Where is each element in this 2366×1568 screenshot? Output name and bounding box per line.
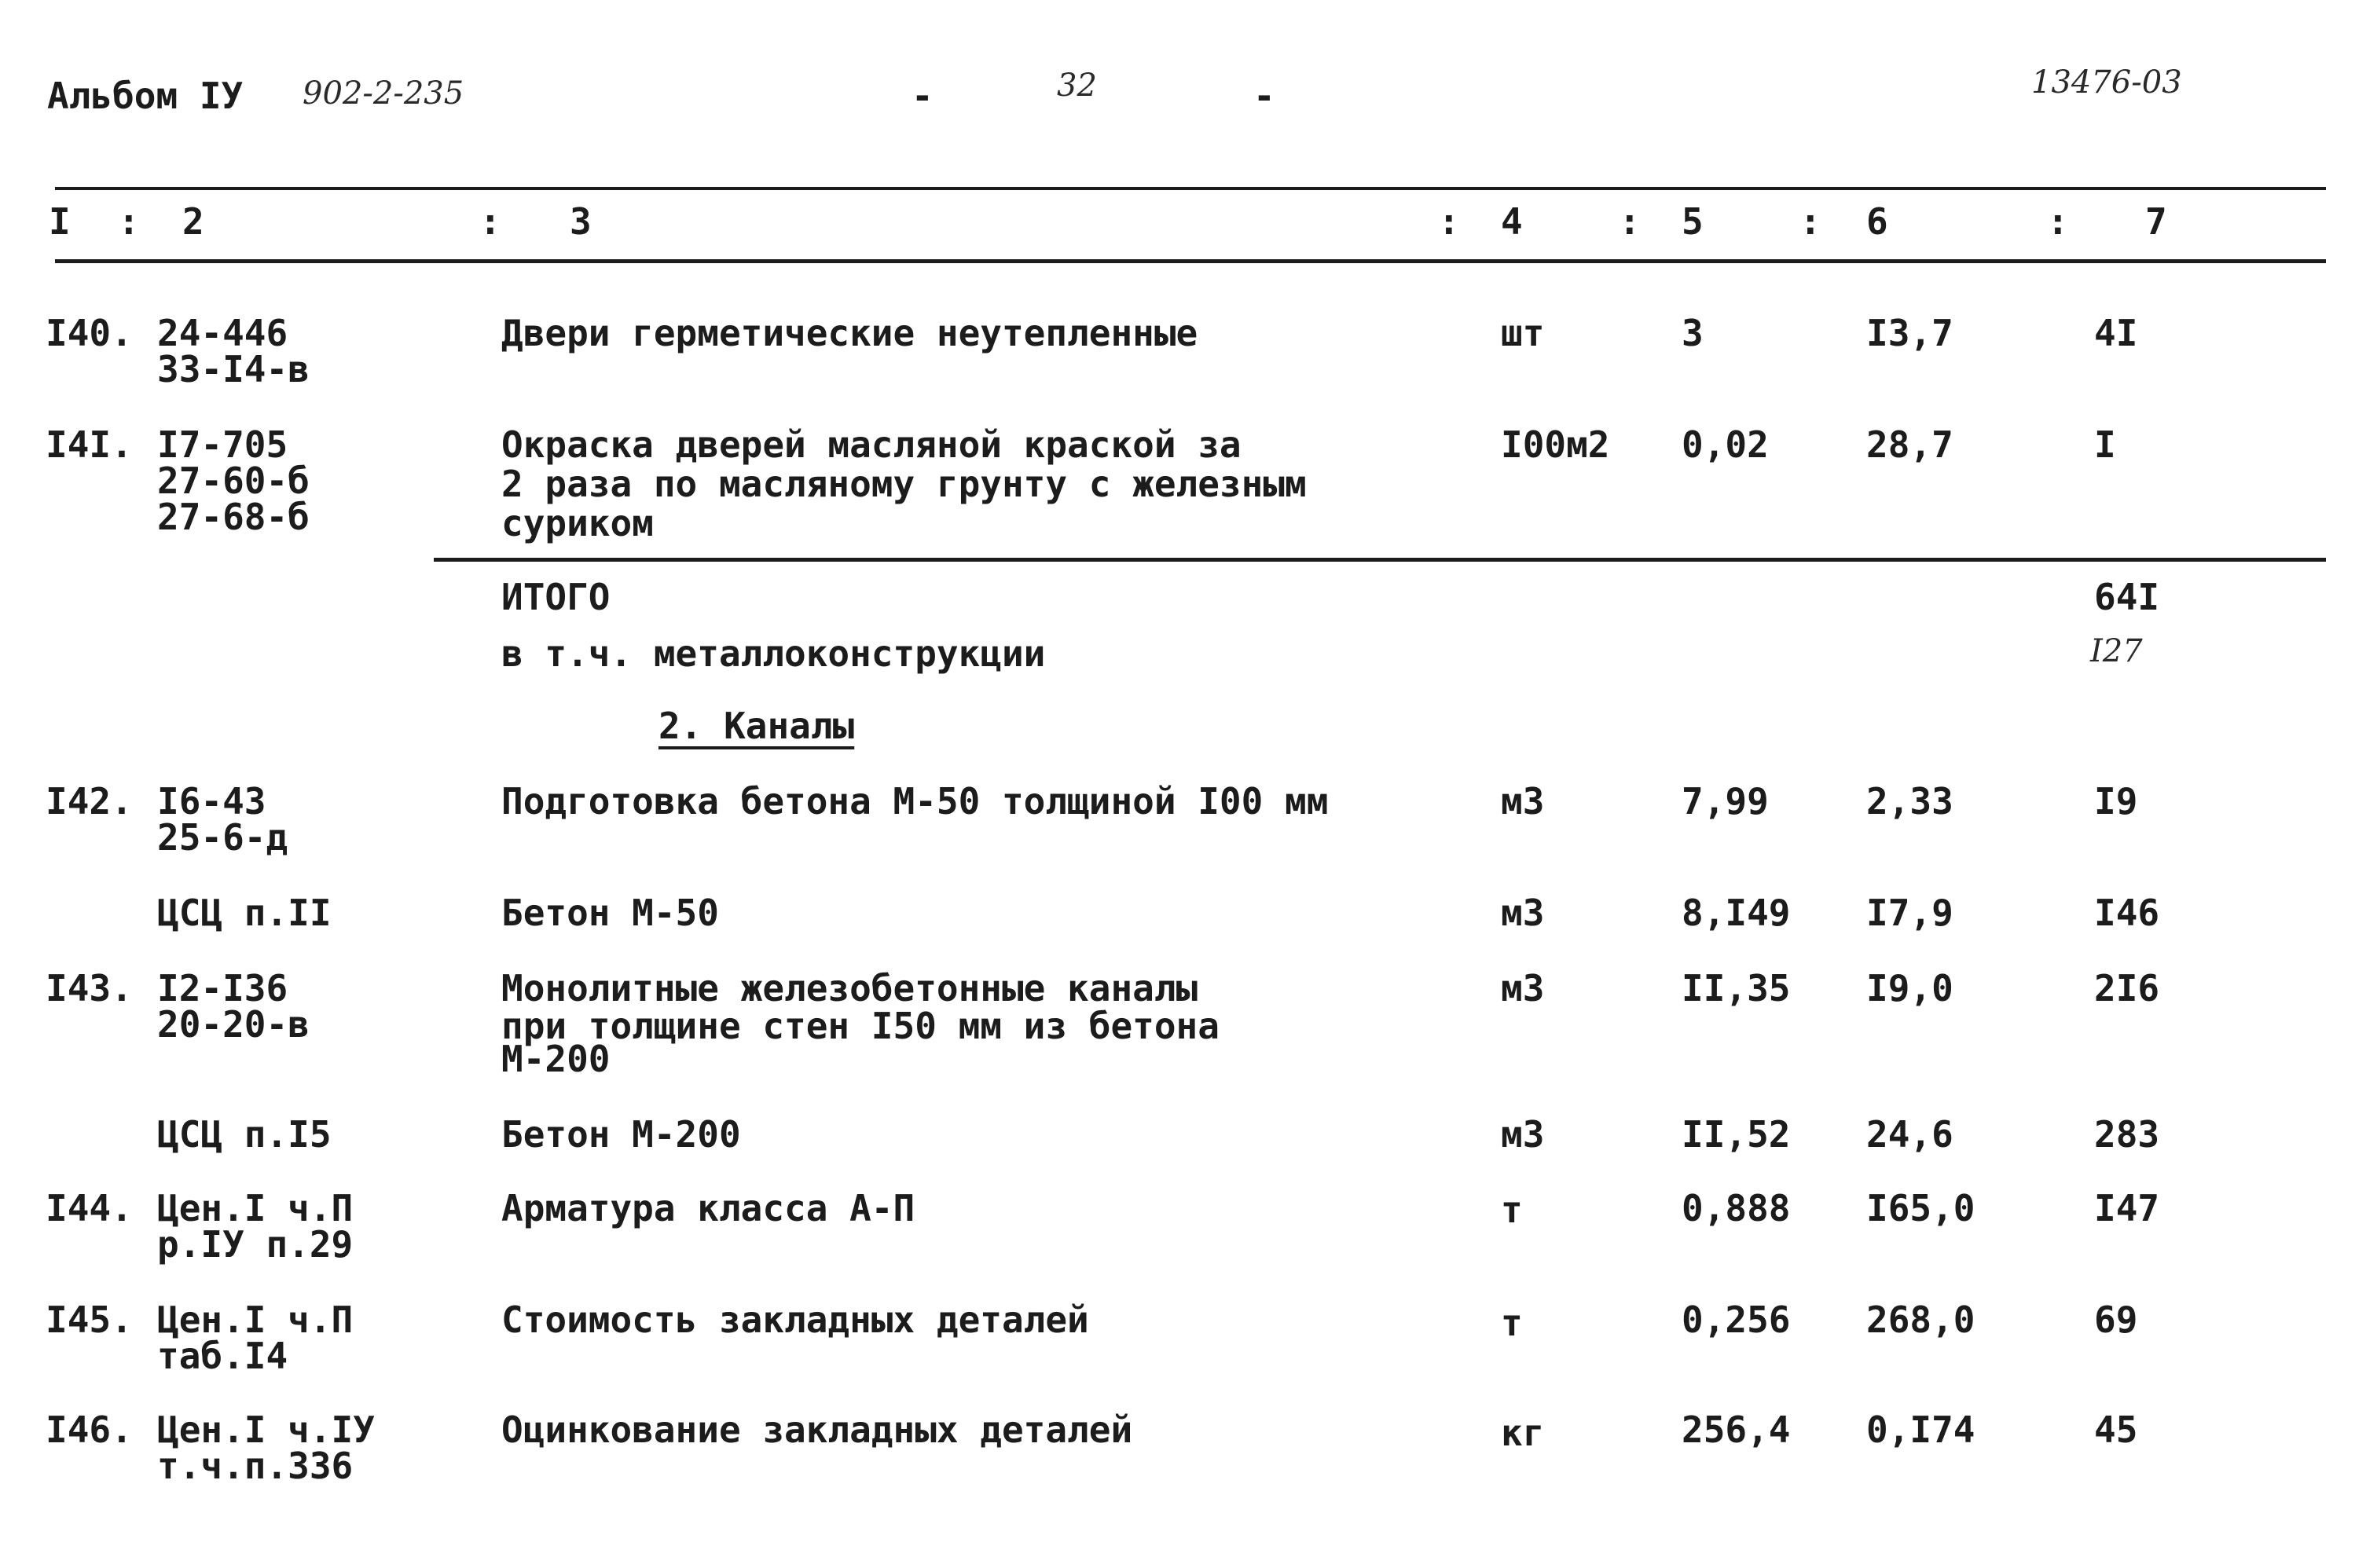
- header-bottom-rule: [55, 259, 2326, 263]
- row-price: 2,33: [1866, 780, 1953, 822]
- row-total: I9: [2094, 780, 2138, 822]
- subtotal-rule: [434, 558, 2326, 562]
- total-label: ИТОГО: [501, 576, 611, 618]
- row-quantity: 0,256: [1682, 1299, 1791, 1341]
- row-price: 24,6: [1866, 1113, 1953, 1156]
- col-4-label: 4: [1501, 200, 1523, 243]
- row-number: I45.: [46, 1299, 133, 1341]
- header-top-rule: [55, 187, 2326, 190]
- album-label: Альбом IУ: [47, 75, 244, 117]
- row-quantity: 0,888: [1682, 1187, 1791, 1229]
- row-description: Окраска дверей масляной краской за: [501, 423, 1242, 466]
- row-code: Цен.I ч.IУ: [157, 1409, 375, 1451]
- page-number: 32: [1057, 68, 1097, 104]
- row-code: 24-446: [157, 312, 288, 354]
- metal-structures-label: в т.ч. металлоконструкции: [501, 632, 1046, 675]
- row-unit: шт: [1501, 312, 1545, 354]
- header-dash-right: -: [1253, 75, 1275, 117]
- row-total: 2I6: [2094, 967, 2160, 1009]
- section-title: 2. Каналы: [658, 705, 855, 747]
- row-unit: кг: [1501, 1412, 1545, 1454]
- row-price: 268,0: [1866, 1299, 1975, 1341]
- row-unit: м3: [1501, 780, 1545, 822]
- row-code: I6-43: [157, 780, 266, 822]
- row-code: ЦСЦ п.I5: [157, 1113, 332, 1156]
- row-total: I47: [2094, 1187, 2160, 1229]
- col-sep: :: [1799, 200, 1821, 243]
- row-code: 20-20-в: [157, 1003, 310, 1046]
- row-code: Цен.I ч.П: [157, 1187, 354, 1229]
- row-price: I9,0: [1866, 967, 1953, 1009]
- row-total: 45: [2094, 1409, 2138, 1451]
- col-7-label: 7: [2145, 200, 2167, 243]
- row-unit: т: [1501, 1302, 1523, 1344]
- row-number: I43.: [46, 967, 133, 1009]
- row-total: I46: [2094, 892, 2160, 934]
- row-quantity: 256,4: [1682, 1409, 1791, 1451]
- row-code: I2-I36: [157, 967, 288, 1009]
- row-code: Цен.I ч.П: [157, 1299, 354, 1341]
- total-value: 64I: [2094, 576, 2160, 618]
- document-number: 13476-03: [2031, 64, 2182, 101]
- row-quantity: 8,I49: [1682, 892, 1791, 934]
- row-unit: м3: [1501, 1113, 1545, 1156]
- row-number: I40.: [46, 312, 133, 354]
- row-total: I: [2094, 423, 2116, 466]
- row-code: таб.I4: [157, 1335, 288, 1377]
- row-description: Двери герметические неутепленные: [501, 312, 1198, 354]
- col-sep: :: [1438, 200, 1460, 243]
- col-1-label: I: [49, 200, 71, 243]
- row-number: I44.: [46, 1187, 133, 1229]
- row-description: М-200: [501, 1038, 611, 1080]
- row-code: I7-705: [157, 423, 288, 466]
- col-sep: :: [118, 200, 140, 243]
- row-code: 33-I4-в: [157, 348, 310, 390]
- row-price: 0,I74: [1866, 1409, 1975, 1451]
- row-quantity: II,52: [1682, 1113, 1791, 1156]
- row-description: суриком: [501, 502, 654, 544]
- row-quantity: 3: [1682, 312, 1704, 354]
- col-6-label: 6: [1866, 200, 1888, 243]
- metal-structures-value: I27: [2090, 633, 2143, 669]
- row-description: Стоимость закладных деталей: [501, 1299, 1089, 1341]
- row-total: 69: [2094, 1299, 2138, 1341]
- col-3-label: 3: [570, 200, 592, 243]
- row-code: 27-68-б: [157, 496, 310, 538]
- row-description: Оцинкование закладных деталей: [501, 1409, 1133, 1451]
- row-number: I46.: [46, 1409, 133, 1451]
- row-quantity: 0,02: [1682, 423, 1769, 466]
- row-total: 283: [2094, 1113, 2160, 1156]
- row-price: 28,7: [1866, 423, 1953, 466]
- row-description: Монолитные железобетонные каналы: [501, 967, 1198, 1009]
- row-quantity: II,35: [1682, 967, 1791, 1009]
- row-description: Бетон М-50: [501, 892, 719, 934]
- row-code: ЦСЦ п.II: [157, 892, 332, 934]
- header-dash-left: -: [912, 75, 934, 117]
- row-unit: I00м2: [1501, 423, 1610, 466]
- row-code: 25-6-д: [157, 816, 288, 859]
- col-5-label: 5: [1682, 200, 1704, 243]
- row-number: I42.: [46, 780, 133, 822]
- row-quantity: 7,99: [1682, 780, 1769, 822]
- row-total: 4I: [2094, 312, 2138, 354]
- col-sep: :: [479, 200, 501, 243]
- row-description: 2 раза по масляному грунту с железным: [501, 463, 1307, 505]
- row-price: I3,7: [1866, 312, 1953, 354]
- row-description: Арматура класса А-П: [501, 1187, 915, 1229]
- project-code: 902-2-235: [303, 75, 464, 112]
- col-2-label: 2: [182, 200, 204, 243]
- row-code: т.ч.п.336: [157, 1445, 354, 1487]
- row-unit: м3: [1501, 967, 1545, 1009]
- row-description: Бетон М-200: [501, 1113, 741, 1156]
- col-sep: :: [2047, 200, 2069, 243]
- row-description: при толщине стен I50 мм из бетона: [501, 1005, 1220, 1047]
- row-price: I7,9: [1866, 892, 1953, 934]
- row-code: р.IУ п.29: [157, 1223, 354, 1266]
- row-number: I4I.: [46, 423, 133, 466]
- row-price: I65,0: [1866, 1187, 1975, 1229]
- row-unit: м3: [1501, 892, 1545, 934]
- row-code: 27-60-б: [157, 460, 310, 502]
- row-unit: т: [1501, 1189, 1523, 1231]
- row-description: Подготовка бетона М-50 толщиной I00 мм: [501, 780, 1329, 822]
- col-sep: :: [1619, 200, 1641, 243]
